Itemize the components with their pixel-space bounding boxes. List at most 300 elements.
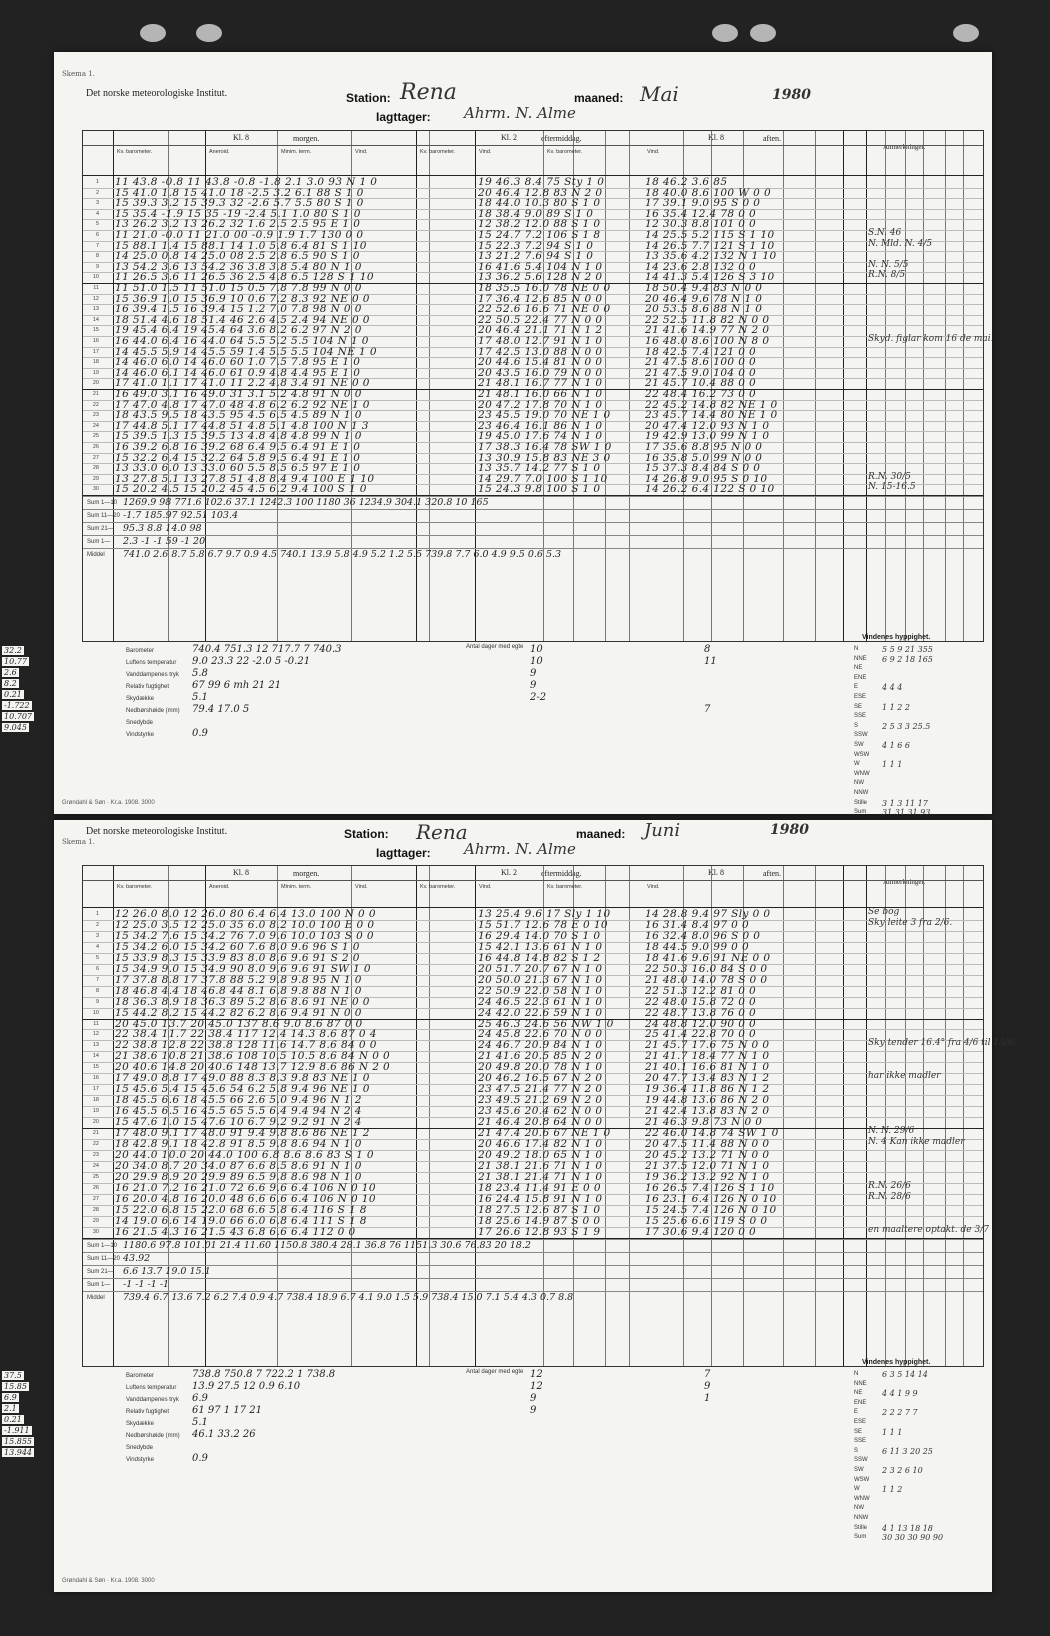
evening-reading: 21 45.7 17.6 75 N 0 0	[645, 1039, 770, 1052]
summary-values: 6.9	[192, 1393, 208, 1404]
evening-reading: 16 31.4 8.4 97 0 0	[645, 918, 750, 931]
afternoon-reading: 17 38.3 16.4 78 SW 1 0	[478, 441, 612, 453]
days-value: 9	[530, 1393, 537, 1404]
summary-label: Vindstyrke	[126, 1457, 154, 1463]
afternoon-reading: 17 42.5 13.0 88 N 0 0	[478, 345, 603, 358]
day-number: 15	[92, 1064, 99, 1071]
summary-values: 46.1 33.2 26	[192, 1429, 256, 1440]
evening-reading: 16 48.0 8.6 100 N 8 0	[645, 335, 770, 347]
wind-direction: ESE	[854, 694, 867, 700]
summary-values: 740.4 751.3 12 717.7 7 740.3	[192, 644, 342, 655]
evening-reading: 19 44.8 13.6 86 N 2 0	[645, 1094, 770, 1107]
morning-reading: 16 39.4 1.5 16 39.4 15 1.2 7.0 7.8 98 N 0 0	[115, 303, 362, 316]
day-number: 27	[92, 454, 99, 461]
afternoon-reading: 13 30.9 15.8 83 NE 3 0	[478, 451, 611, 464]
day-number: 2	[95, 189, 99, 196]
morning-reading: 20 45.0 13.7 20 45.0 137 8.6 9.0 8.6 87 0 0	[115, 1017, 363, 1030]
column-label: Aneroid.	[209, 149, 230, 155]
afternoon-reading: 21 46.4 20.8 64 N 0 0	[478, 1116, 603, 1129]
day-number: 6	[95, 965, 99, 972]
evening-reading: 20 47.5 11.4 88 N 0 0	[645, 1137, 770, 1150]
evening-reading: 21 48.0 14.0 78 S 0 0	[645, 973, 768, 986]
morning-reading: 18 46.8 4.4 18 46.8 44 8.1 6.8 9.8 88 N 1 0	[115, 984, 362, 997]
afternoon-reading: 20 46.4 12.8 83 N 2 0	[478, 186, 603, 199]
margin-calculation: 32.2	[4, 646, 22, 655]
kl-afternoon: Kl. 2	[501, 868, 517, 877]
evening-reading: 21 46.3 9.8 73 N 0 0	[645, 1116, 763, 1129]
morning-reading: 15 41.0 1.8 15 41.0 18 -2.5 3.2 6.1 88 S 1 0	[115, 186, 364, 199]
month-value: Mai	[640, 82, 679, 106]
margin-calculation: 0.21	[4, 1415, 22, 1424]
wind-count: 6 3 5 14 14	[882, 1370, 928, 1379]
day-number: 17	[92, 1086, 99, 1093]
day-number: 14	[92, 1053, 99, 1060]
margin-calculation: 37.5	[4, 1371, 22, 1380]
afternoon-reading: 16 24.4 15.8 91 N 1 0	[478, 1192, 603, 1205]
station-label: Station:	[346, 91, 391, 105]
wind-count: 6 11 3 20 25	[882, 1446, 933, 1456]
morning-reading: 15 88.1 1.4 15 88.1 14 1.0 5.8 6.4 81 S 1 10	[115, 239, 367, 252]
evening-reading: 15 25.6 6.6 119 S 0 0	[645, 1214, 768, 1227]
morning-reading: 13 33.0 6.0 13 33.0 60 5.5 8.5 6.5 97 E 1 0	[115, 462, 361, 475]
afternoon-reading: 24 42.0 22.6 59 N 1 0	[478, 1006, 603, 1019]
morning-reading: 16 44.0 6.4 16 44.0 64 5.5 5.2 5.5 104 N 1 0	[115, 335, 369, 347]
wind-count: 6 9 2 18 165	[882, 654, 933, 664]
day-number: 17	[92, 348, 99, 355]
printer-imprint: Grøndahl & Søn · Kr.a. 1908. 3000	[62, 800, 155, 806]
afternoon-reading: 20 49.2 18.0 65 N 1 0	[478, 1148, 603, 1161]
day-number: 16	[92, 338, 99, 344]
wind-direction: SSE	[854, 1438, 867, 1445]
day-number: 11	[93, 1020, 99, 1027]
kl-afternoon-label: eftermiddag.	[541, 869, 582, 878]
wind-direction: Sum	[854, 809, 867, 816]
afternoon-reading: 20 46.6 17.4 82 N 1 0	[478, 1137, 603, 1150]
day-number: 9	[95, 998, 99, 1005]
morning-reading: 17 49.0 8.8 17 49.0 88 8.3 8.3 9.8 83 NE 1 0	[115, 1072, 370, 1085]
kl-afternoon-label: eftermiddag.	[541, 134, 582, 143]
margin-calculation: 9.045	[4, 723, 27, 732]
printer-imprint: Grøndahl & Søn · Kr.a. 1908. 3000	[62, 1578, 155, 1584]
afternoon-reading: 13 35.7 14.2 77 S 1 0	[478, 462, 601, 475]
kl-evening-label: aften.	[763, 869, 781, 878]
afternoon-reading: 23 49.5 21.2 69 N 2 0	[478, 1094, 603, 1107]
afternoon-reading: 23 45.5 19.0 70 NE 1 0	[478, 409, 611, 422]
column-label: Vind.	[647, 884, 660, 890]
column-label: Kv. barometer.	[420, 149, 456, 155]
day-number: 7	[95, 976, 99, 983]
summary-values: 0.9	[192, 728, 208, 739]
day-number: 30	[92, 486, 99, 493]
evening-reading: 22 48.0 15.8 72 0 0	[645, 995, 757, 1008]
afternoon-reading: 18 25.6 14.9 87 S 0 0	[478, 1214, 601, 1227]
summary-label: Barometer	[126, 648, 155, 654]
afternoon-reading: 17 48.0 12.7 91 N 1 0	[478, 335, 603, 347]
wind-direction: SE	[854, 703, 863, 710]
evening-reading: 14 26.5 7.7 121 S 1 10	[645, 239, 775, 252]
summary-values: 5.1	[192, 1417, 208, 1428]
day-number: 15	[92, 327, 99, 334]
summary-label: Vanddampenes tryk	[126, 1397, 179, 1403]
morning-reading: 19 45.4 6.4 19 45.4 64 3.6 8.2 6.2 97 N 2 0	[115, 324, 362, 337]
margin-calculation: 0.21	[4, 690, 22, 699]
day-number: 25	[92, 433, 99, 440]
morning-reading: 22 38.4 11.7 22 38.4 117 12.4 14.3 8.6 87 0 4	[115, 1028, 377, 1041]
sum-label: Middel	[87, 1294, 105, 1301]
morning-reading: 20 40.6 14.8 20 40.6 148 13.7 12.9 8.6 86 N 2 0	[115, 1061, 391, 1074]
day-number: 9	[95, 263, 99, 270]
day-number: 5	[95, 221, 99, 228]
days-right-value: 1	[704, 1393, 711, 1404]
wind-direction: WNW	[854, 1495, 870, 1502]
afternoon-reading: 23 45.6 20.4 62 N 0 0	[478, 1105, 603, 1118]
remark-note: S.N. 46	[868, 228, 902, 238]
days-label: Antal dager med egte	[466, 1369, 524, 1375]
day-number: 10	[92, 1009, 99, 1016]
day-number: 8	[95, 987, 99, 994]
evening-reading: 16 32.4 8.0 96 S 0 0	[645, 929, 761, 942]
evening-reading: 18 44.5 9.0 99 0 0	[645, 940, 750, 953]
binder-hole	[953, 24, 979, 42]
wind-count: 4 4 1 9 9	[882, 1389, 918, 1399]
wind-count: 4 1 13 18 18	[882, 1523, 933, 1533]
afternoon-reading: 18 27.5 12.6 87 S 1 0	[478, 1203, 601, 1216]
afternoon-reading: 21 38.1 21.6 71 N 1 0	[478, 1159, 603, 1172]
morning-reading: 18 36.3 8.9 18 36.3 89 5.2 8.6 8.6 91 NE 0 0	[115, 995, 370, 1008]
wind-direction: S	[854, 722, 859, 729]
column-rule	[629, 131, 630, 641]
margin-calculation: 15.85	[4, 1382, 27, 1391]
afternoon-reading: 22 52.6 16.6 71 NE 0 0	[478, 303, 611, 316]
kl-evening: Kl. 8	[708, 868, 724, 877]
day-number: 29	[92, 475, 99, 482]
wind-direction: SSE	[854, 713, 867, 720]
morning-reading: 16 45.5 6.5 16 45.5 65 5.5 6.4 9.4 94 N 2 4	[115, 1105, 362, 1118]
morning-reading: 11 51.0 1.5 11 51.0 15 0.5 7.8 7.8 99 N 0 0	[115, 282, 362, 294]
evening-reading: 20 47.4 12.0 93 N 1 0	[645, 419, 770, 432]
remark-note: en maaltere optakt. de 3/7	[868, 1224, 989, 1235]
observer-value: Ahrm. N. Alme	[464, 104, 576, 122]
wind-direction: NNW	[854, 1515, 869, 1521]
morning-reading: 13 26.2 3.2 13 26.2 32 1.6 2.5 2.5 95 E 1 0	[115, 218, 361, 231]
summary-label: Nedbørshøide (mm)	[126, 1433, 180, 1439]
binder-hole	[712, 24, 738, 42]
evening-reading: 14 23.6 2.8 132 0 0	[645, 260, 757, 273]
day-number: 12	[92, 1031, 99, 1038]
day-number: 28	[92, 465, 99, 472]
wind-count: 1 1 2	[882, 1485, 903, 1495]
afternoon-reading: 21 41.6 20.5 85 N 2 0	[478, 1050, 603, 1063]
wind-direction: WSW	[854, 751, 870, 758]
morning-reading: 17 44.8 5.1 17 44.8 51 4.8 5.1 4.8 100 N 1 3	[115, 419, 369, 432]
summary-label: Snedybde	[126, 1445, 154, 1451]
margin-calculation: -1.911	[4, 1426, 30, 1435]
day-number: 7	[95, 242, 99, 249]
evening-reading: 20 46.4 9.6 78 N 1 0	[645, 292, 763, 305]
morning-reading: 14 46.0 6.1 14 46.0 61 0.9 4.8 4.4 95 E 1 0	[115, 366, 361, 379]
morning-reading: 11 43.8 -0.8 11 43.8 -0.8 -1.8 2.1 3.0 93 N 1 0	[115, 176, 378, 188]
afternoon-reading: 24 45.8 22.6 70 N 0 0	[478, 1028, 603, 1041]
days-value: 2-2	[530, 692, 547, 703]
summary-label: Snedybde	[126, 720, 154, 726]
evening-reading: 16 35.8 5.0 99 N 0 0	[645, 451, 763, 464]
evening-reading: 22 48.4 16.2 73 0 0	[645, 388, 757, 400]
days-value: 9	[530, 680, 537, 691]
evening-reading: 21 47.5 9.0 104 0 0	[645, 366, 757, 379]
column-rule	[866, 131, 867, 641]
remark-note: N. 15-16.5	[868, 482, 916, 493]
column-label: Vind.	[647, 149, 660, 155]
evening-reading: 21 41.7 18.4 77 N 1 0	[645, 1050, 770, 1063]
evening-reading: 15 37.3 8.4 84 S 0 0	[645, 462, 761, 475]
summary-values: 67 99 6 mh 21 21	[192, 680, 282, 691]
page-label: Skema 1.	[62, 838, 95, 846]
day-number: 30	[92, 1228, 99, 1235]
observer-value: Ahrm. N. Alme	[464, 840, 576, 858]
day-number: 25	[92, 1173, 99, 1180]
summary-values: 738.8 750.8 7 722.2 1 738.8	[192, 1369, 336, 1380]
evening-reading: 12 30.3 8.8 101 0 0	[645, 218, 757, 231]
sum-label: Middel	[87, 552, 105, 558]
afternoon-reading: 15 42.1 13.6 61 N 1 0	[478, 940, 603, 953]
day-number: 19	[92, 1108, 99, 1115]
evening-reading: 14 41.3 5.4 126 S 3 10	[645, 271, 775, 284]
observation-table	[82, 130, 994, 642]
afternoon-reading: 23 47.5 21.4 77 N 2 0	[478, 1083, 603, 1096]
morning-reading: 16 20.0 4.8 16 20.0 48 6.6 6.6 6.4 106 N 0 10	[115, 1192, 376, 1205]
remark-note: R.N. 26/6	[868, 1180, 911, 1191]
afternoon-reading: 21 47.4 20.6 67 NE 1 0	[478, 1127, 611, 1139]
wind-direction: NNE	[854, 1380, 867, 1387]
sum-rule	[83, 1278, 983, 1279]
wind-direction: S	[854, 1447, 859, 1454]
column-label: Minim. term.	[281, 149, 312, 155]
column-rule	[905, 131, 906, 641]
afternoon-reading: 20 46.4 21.1 71 N 1 2	[478, 324, 603, 337]
day-number: 20	[92, 380, 99, 387]
kl-morning: Kl. 8	[233, 133, 249, 142]
sum-label: Sum 1—10	[87, 500, 118, 506]
evening-reading: 21 42.4 13.8 83 N 2 0	[645, 1105, 770, 1118]
afternoon-reading: 13 25.4 9.6 17 Sly 1 10	[478, 908, 611, 920]
afternoon-reading: 16 29.4 14.0 70 S 1 0	[478, 929, 601, 942]
remark-note: R.N. 8/5	[868, 270, 906, 281]
day-number: 29	[92, 1217, 99, 1224]
afternoon-reading: 20 47.2 17.8 70 N 1 0	[478, 398, 603, 411]
wind-direction: Stille	[854, 1524, 868, 1531]
station-value: Rena	[400, 80, 457, 105]
remark-note: Se bog	[868, 907, 900, 917]
remark-note: N. N. 29/6	[868, 1126, 915, 1136]
morning-reading: 18 51.4 4.6 18 51.4 46 2.6 4.5 2.4 94 NE 0 0	[115, 313, 370, 326]
margin-calculation: 2.1	[4, 1404, 17, 1413]
evening-reading: 21 45.7 10.4 88 0 0	[645, 377, 757, 390]
sum-label: Sum 1—10	[87, 1242, 118, 1249]
margin-calculation: 13.944	[4, 1448, 32, 1457]
column-label: Aneroid.	[209, 884, 230, 890]
afternoon-reading: 15 24.3 9.8 100 S 1 0	[478, 483, 601, 496]
morning-reading: 17 37.8 8.8 17 37.8 88 5.2 9.8 9.8 95 N 1 0	[115, 973, 362, 986]
day-number: 3	[95, 200, 99, 207]
wind-direction: SSW	[854, 1457, 868, 1464]
sum-values: 43.92	[123, 1252, 151, 1264]
evening-reading: 14 26.8 9.0 95 S 0 10	[645, 472, 768, 485]
afternoon-reading: 17 26.6 12.8 93 S 1 9	[478, 1225, 601, 1238]
morning-reading: 14 45.5 5.9 14 45.5 59 1.4 5.5 5.5 104 NE 1 0	[115, 345, 377, 358]
evening-reading: 20 45.2 13.2 71 N 0 0	[645, 1148, 770, 1161]
morning-reading: 18 43.5 9.5 18 43.5 95 4.5 6.5 4.5 89 N 1 0	[115, 409, 362, 422]
sum-values: -1.7 185.97 92.51 103.4	[123, 510, 239, 521]
afternoon-reading: 15 22.3 7.2 94 S 1 0	[478, 239, 594, 252]
morning-reading: 17 41.0 1.1 17 41.0 11 2.2 4.8 3.4 91 NE 0 0	[115, 377, 370, 390]
afternoon-reading: 15 24.7 7.2 106 S 1 8	[478, 229, 601, 241]
header-rule-mid	[83, 880, 983, 881]
column-label: Kv. barometer.	[117, 149, 153, 155]
afternoon-reading: 20 49.8 20.0 78 N 1 0	[478, 1061, 603, 1074]
summary-label: Relativ fugtighet	[126, 1409, 170, 1415]
summary-label: Vanddampenes tryk	[126, 672, 179, 678]
column-rule	[843, 131, 844, 641]
binder-hole	[750, 24, 776, 42]
column-label: Vind.	[479, 149, 492, 155]
column-rule	[429, 131, 430, 641]
wind-direction: SW	[854, 1467, 864, 1473]
sum-rule	[83, 1265, 983, 1266]
day-number: 1	[95, 911, 99, 917]
day-number: 24	[92, 1162, 99, 1169]
summary-label: Skydække	[126, 696, 155, 702]
wind-count: 4 4 4	[882, 683, 903, 693]
evening-reading: 18 42.5 7.4 121 0 0	[645, 345, 757, 358]
day-number: 1	[95, 179, 99, 185]
afternoon-reading: 23 46.4 16.1 86 N 1 0	[478, 419, 603, 432]
morning-reading: 22 38.8 12.8 22 38.8 128 11.6 14.7 8.6 84 0 0	[115, 1039, 377, 1052]
wind-count: 2 5 3 3 25.5	[882, 721, 931, 731]
wind-direction: NE	[854, 665, 863, 672]
scan-top-edge	[0, 0, 1050, 45]
day-number: 21	[92, 1130, 99, 1136]
morning-reading: 21 38.6 10.8 21 38.6 108 10.5 10.5 8.6 84 N 0 0	[115, 1050, 391, 1063]
sum-values: 2.3 -1 -1 59 -1 20	[123, 536, 206, 547]
wind-direction: ENE	[854, 674, 867, 681]
evening-reading: 14 26.2 6.4 122 S 0 10	[645, 483, 775, 496]
days-right-value: 9	[704, 1381, 711, 1392]
afternoon-reading: 13 21.2 7.6 94 S 1 0	[478, 250, 594, 263]
sum-values: 6.6 13.7 19.0 15.1	[123, 1265, 211, 1277]
year-value: 1980	[770, 822, 809, 838]
observer-label: Iagttager:	[376, 110, 431, 124]
afternoon-reading: 21 38.1 21.4 71 N 1 0	[478, 1170, 603, 1183]
wind-count: 30 30 30 90 90	[882, 1533, 944, 1543]
morning-reading: 15 33.9 8.3 15 33.9 83 8.0 8.6 9.6 91 S 2 0	[115, 951, 360, 964]
remark-note: Sky leite 3 fra 2/6.	[868, 917, 953, 928]
wind-count: 3 1 3 11 17	[882, 798, 928, 808]
binder-hole	[140, 24, 166, 42]
morning-reading: 15 45.6 5.4 15 45.6 54 6.2 5.8 9.4 96 NE 1 0	[115, 1083, 370, 1096]
morning-reading: 15 44.2 8.2 15 44.2 82 6.2 8.6 9.4 91 N 0 0	[115, 1006, 362, 1019]
evening-reading: 19 36.2 13.2 92 N 1 0	[645, 1170, 770, 1183]
wind-direction: WNW	[854, 770, 870, 777]
column-label: Minim. term.	[281, 884, 312, 890]
day-number: 22	[92, 1140, 99, 1147]
morning-reading: 18 45.5 6.6 18 45.5 66 2.6 5.0 9.4 96 N 1 2	[115, 1094, 362, 1107]
sum-values: 95.3 8.8 14.0 98	[123, 523, 202, 534]
afternoon-reading: 19 46.3 8.4 75 Sty 1 0	[478, 176, 605, 188]
afternoon-reading: 18 23.4 11.4 91 E 0 0	[478, 1181, 601, 1194]
morning-reading: 17 47.0 4.8 17 47.0 48 4.8 6.2 6.2 92 NE 1 0	[115, 398, 370, 411]
margin-calculation: -1.722	[4, 701, 30, 710]
day-number: 3	[95, 932, 99, 939]
evening-reading: 16 26.5 7.4 126 S 1 10	[645, 1181, 775, 1194]
evening-reading: 19 36.4 11.8 86 N 1 2	[645, 1083, 770, 1096]
summary-values: 61 97 1 17 21	[192, 1405, 262, 1416]
wind-direction: SE	[854, 1428, 863, 1435]
sum-values: 1269.9 98 771.6 102.6 37.1 1242.3 100 1180 36 1234.9 304.1 320.8 10 165	[123, 497, 489, 508]
afternoon-reading: 20 51.7 20.7 67 N 1 0	[478, 962, 603, 975]
wind-direction: NW	[854, 780, 864, 787]
morning-reading: 15 47.6 1.0 15 47.6 10 6.7 9.2 9.2 91 N 2 4	[115, 1116, 362, 1129]
summary-label: Skydække	[126, 1421, 155, 1427]
day-number: 14	[92, 316, 99, 323]
page-label: Skema 1.	[62, 70, 95, 78]
column-rule	[416, 131, 417, 641]
afternoon-reading: 15 51.7 12.6 78 E 0 10	[478, 918, 609, 931]
day-number: 22	[92, 401, 99, 408]
column-label: Kv. barometer.	[420, 884, 456, 890]
summary-label: Nedbørshøide (mm)	[126, 708, 180, 714]
wind-count: 2 3 2 6 10	[882, 1466, 923, 1475]
column-rule	[945, 131, 946, 641]
afternoon-reading: 16 41.6 5.4 104 N 1 0	[478, 260, 603, 273]
morning-reading: 15 36.9 1.0 15 36.9 10 0.6 7.2 8.3 92 NE 0 0	[115, 292, 370, 305]
afternoon-reading: 17 36.4 12.6 85 N 0 0	[478, 292, 603, 305]
morning-reading: 15 34.2 6.0 15 34.2 60 7.6 8.0 9.6 96 S 1 0	[115, 940, 360, 953]
morning-reading: 16 21.5 4.3 16 21.5 43 6.8 6.6 6.4 112 0 0	[115, 1225, 356, 1238]
wind-direction: NNW	[854, 790, 869, 796]
summary-values: 79.4 17.0 5	[192, 704, 250, 715]
column-rule	[885, 131, 886, 641]
wind-direction: W	[854, 761, 860, 768]
evening-reading: 18 40.0 8.6 100 W 0 0	[645, 186, 772, 199]
afternoon-reading: 18 38.4 9.0 89 S 1 0	[478, 207, 594, 220]
sum-label: Sum 1—	[87, 539, 111, 545]
wind-direction: SW	[854, 742, 864, 748]
day-number: 16	[92, 1075, 99, 1082]
column-label: Kv. barometer.	[117, 884, 153, 890]
day-number: 18	[92, 1097, 99, 1104]
evening-reading: 25 41.4 22.8 70 0 0	[645, 1028, 757, 1041]
evening-reading: 14 28.8 9.4 97 Sly 0 0	[645, 908, 771, 920]
afternoon-reading: 19 45.0 17.6 74 N 1 0	[478, 430, 603, 443]
margin-calculation: 10.707	[4, 712, 32, 721]
sum-values: 739.4 6.7 13.6 7.2 6.2 7.4 0.9 4.7 738.4 18.9 6.7 4.1 9.0 1.5 5.9 738.4 15.0 7.1 5.4 4.3 0.7 8.8	[123, 1291, 574, 1303]
wind-direction: E	[854, 684, 859, 691]
afternoon-reading: 20 46.2 16.5 67 N 2 0	[478, 1072, 603, 1085]
kl-afternoon: Kl. 2	[501, 133, 517, 142]
afternoon-reading: 13 36.2 5.6 128 N 2 0	[478, 271, 603, 284]
sum-rule	[83, 535, 983, 536]
evening-reading: 21 37.5 12.0 71 N 1 0	[645, 1159, 770, 1172]
days-value: 12	[530, 1369, 543, 1380]
remark-note: N. N. 5/5	[868, 259, 909, 270]
day-number: 4	[95, 210, 99, 217]
summary-label: Relativ fugtighet	[126, 684, 170, 690]
afternoon-reading: 20 43.5 16.0 79 N 0 0	[478, 366, 603, 379]
days-value: 9	[530, 668, 537, 679]
column-rule	[113, 131, 114, 641]
institute-name: Det norske meteorologiske Institut.	[86, 88, 228, 99]
afternoon-reading: 21 48.1 16.0 66 N 1 0	[478, 388, 603, 400]
